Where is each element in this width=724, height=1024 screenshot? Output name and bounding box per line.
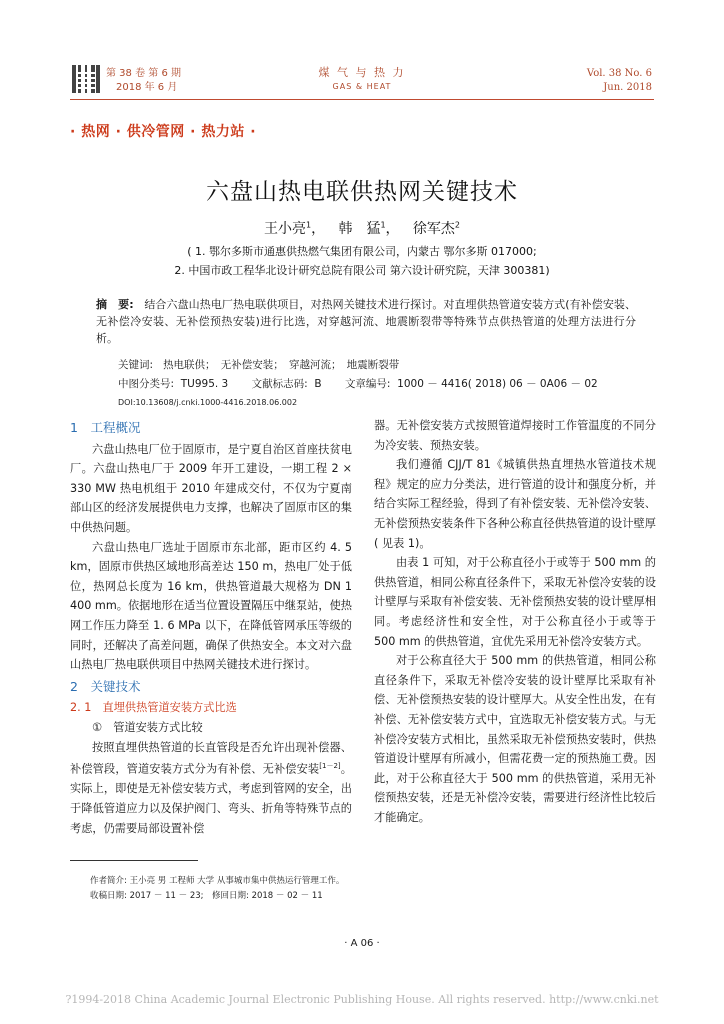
paragraph: 六盘山热电厂位于固原市，是宁夏自治区首座扶贫电厂。六盘山热电厂于 2009 年开工建设，一期工程 2 × 330 MW 热电机组于 2010 年建成交付，不仅为宁夏南部山区的经济发展提供电力支撑，也解决了固原市区的集中供热问题。 bbox=[70, 442, 352, 534]
section-1-heading: 1 工程概况 bbox=[70, 420, 141, 435]
journal-volume-en: Vol. 38 No. 6 bbox=[586, 68, 652, 79]
journal-date: 2018 年 6 月 bbox=[116, 82, 178, 93]
abstract-label: 摘 要: bbox=[96, 298, 134, 311]
section-2-heading: 2 关键技术 bbox=[70, 678, 141, 694]
copyright-watermark: ?1994-2018 China Academic Journal Electronic Publishing House. All rights reserved. http://www.cnki.net bbox=[65, 993, 659, 1006]
header-divider bbox=[70, 99, 654, 100]
classification-line bbox=[118, 377, 598, 391]
author-bio: 作者简介: 王小亮 男 工程师 大学 从事城市集中供热运行管理工作。 bbox=[90, 876, 345, 886]
section-tag: · 热网 · 供冷管网 · 热力站 · bbox=[70, 124, 257, 140]
section-2-1-heading: 2. 1 直埋供热管道安装方式比选 bbox=[70, 701, 237, 715]
author-3-affil: 2 bbox=[454, 220, 460, 230]
doc-code-label: 文献标志码: bbox=[251, 378, 308, 390]
keywords bbox=[118, 358, 399, 372]
author-list: 王小亮$^1$， 韩 猛$^1$， 徐军杰$^2$ bbox=[264, 220, 460, 237]
paragraph: 由表 1 可知，对于公称直径小于或等于 500 mm 的供热管道，相同公称直径条件下，采取无补偿冷安装的设计壁厚与采取有补偿安装、无补偿预热安装的设计壁厚相同。考虑经济性和安全性，对于公称直径小于或等于 500 mm 的供热管道，宜优先采用无补偿冷安装方式。 bbox=[374, 556, 656, 648]
journal-date-en: Jun. 2018 bbox=[603, 82, 652, 93]
paragraph: 器。无补偿安装方式按照管道焊接时工作管温度的不同分为冷安装、预热安装。 bbox=[374, 419, 656, 452]
paragraph-text: 。实际上，即使是无补偿安装方式，考虑到管网的安全，出于降低管道应力以及保护阀门、弯头、折角等特殊节点的考虑，仍需要局部设置补偿 bbox=[70, 762, 352, 835]
paper-title: 六盘山热电联供热网关键技术 bbox=[206, 179, 518, 205]
paragraph-text: 按照直埋供热管道的长直管段是否允许出现补偿器、补偿管段，管道安装方式分为有补偿、无补偿安装 bbox=[70, 740, 352, 776]
right-column bbox=[374, 416, 656, 827]
left-column bbox=[70, 416, 352, 838]
doc-code-value: B bbox=[314, 378, 322, 390]
citation-ref: [1－2] bbox=[319, 762, 341, 771]
page-number: · A 06 · bbox=[344, 938, 380, 949]
article-number-value: 1000 － 4416( 2018) 06 － 0A06 － 02 bbox=[397, 378, 598, 390]
author-1: 王小亮 bbox=[264, 221, 306, 237]
journal-volume: 第 38 卷 第 6 期 bbox=[106, 68, 181, 79]
affiliation-1: ( 1. 鄂尔多斯市通惠供热燃气集团有限公司，内蒙古 鄂尔多斯 017000; bbox=[187, 245, 537, 258]
affiliation-2: 2. 中国市政工程华北设计研究总院有限公司 第六设计研究院，天津 300381) bbox=[174, 264, 550, 277]
keywords-label: 关键词: bbox=[118, 359, 154, 371]
article-number-label: 文章编号: bbox=[344, 378, 391, 390]
abstract bbox=[96, 296, 636, 347]
author-3: 徐军杰 bbox=[412, 221, 455, 237]
author-2-affil: 1 bbox=[380, 220, 386, 230]
journal-issue-right bbox=[560, 67, 652, 95]
clc-value: TU995. 3 bbox=[180, 378, 229, 390]
footnote-divider bbox=[70, 860, 198, 861]
author-1-affil: 1 bbox=[306, 220, 312, 230]
subsection-heading: ① 管道安装方式比较 bbox=[92, 720, 203, 734]
clc-label: 中图分类号: bbox=[118, 378, 175, 390]
journal-subtitle: GAS & HEAT bbox=[332, 82, 392, 91]
doi: DOI:10.13608/j.cnki.1000-4416.2018.06.002 bbox=[118, 398, 298, 407]
author-2: 韩 猛 bbox=[338, 221, 381, 237]
paragraph bbox=[70, 738, 352, 839]
paragraph: 对于公称直径大于 500 mm 的供热管道，相同公称直径条件下，采取无补偿冷安装的设计壁厚比采取有补偿、无补偿预热安装的设计壁厚大。从安全性出发，在有补偿、无补偿安装方式中，宜选取无补偿安装方式。与无补偿冷安装方式相比，虽然采取无补偿预热安装时，供热管道设计壁厚有所减小，但需花费一定的预热施工费。因此，对于公称直径大于 500 mm 的供热管道，采用无补偿预热安装，还是无补偿冷安装，需要进行经济性比较后才能确定。 bbox=[374, 654, 656, 824]
journal-title: 煤 气 与 热 力 bbox=[318, 66, 406, 79]
keywords-list: 热电联供； 无补偿安装； 穿越河流； 地震断裂带 bbox=[163, 359, 400, 371]
abstract-text: 结合六盘山热电厂热电联供项目，对热网关键技术进行探讨。对直埋供热管道安装方式(有补偿安装、无补偿冷安装、无补偿预热安装)进行比选，对穿越河流、地震断裂带等特殊节点供热管道的处理方法进行分析。 bbox=[96, 298, 636, 345]
received-dates: 收稿日期: 2017 － 11 － 23; 修回日期: 2018 － 02 － 11 bbox=[90, 891, 323, 901]
paragraph: 六盘山热电厂选址于固原市东北部，距市区约 4. 5 km，固原市供热区域地形高差达 150 m，热电厂处于低位，热网总长度为 16 km，供热管道最大规格为 DN 1 400 mm。依据地形在适当位置设置隔压中继泵站，使热网工作压力降至 1. 6 MPa 以下，在降低管网承压等级的同时，还解决了高差问题，确保了供热安全。本文对六盘山热电厂热电联供项目中热网关键技术进行探讨。 bbox=[70, 540, 352, 672]
paragraph: 我们遵循 CJJ/T 81《城镇供热直埋热水管道技术规程》规定的应力分类法，进行管道的设计和强度分析，并结合实际工程经验，得到了有补偿安装、无补偿冷安装、无补偿预热安装条件下各种公称直径供热管道的设计壁厚( 见表 1)。 bbox=[374, 458, 656, 550]
